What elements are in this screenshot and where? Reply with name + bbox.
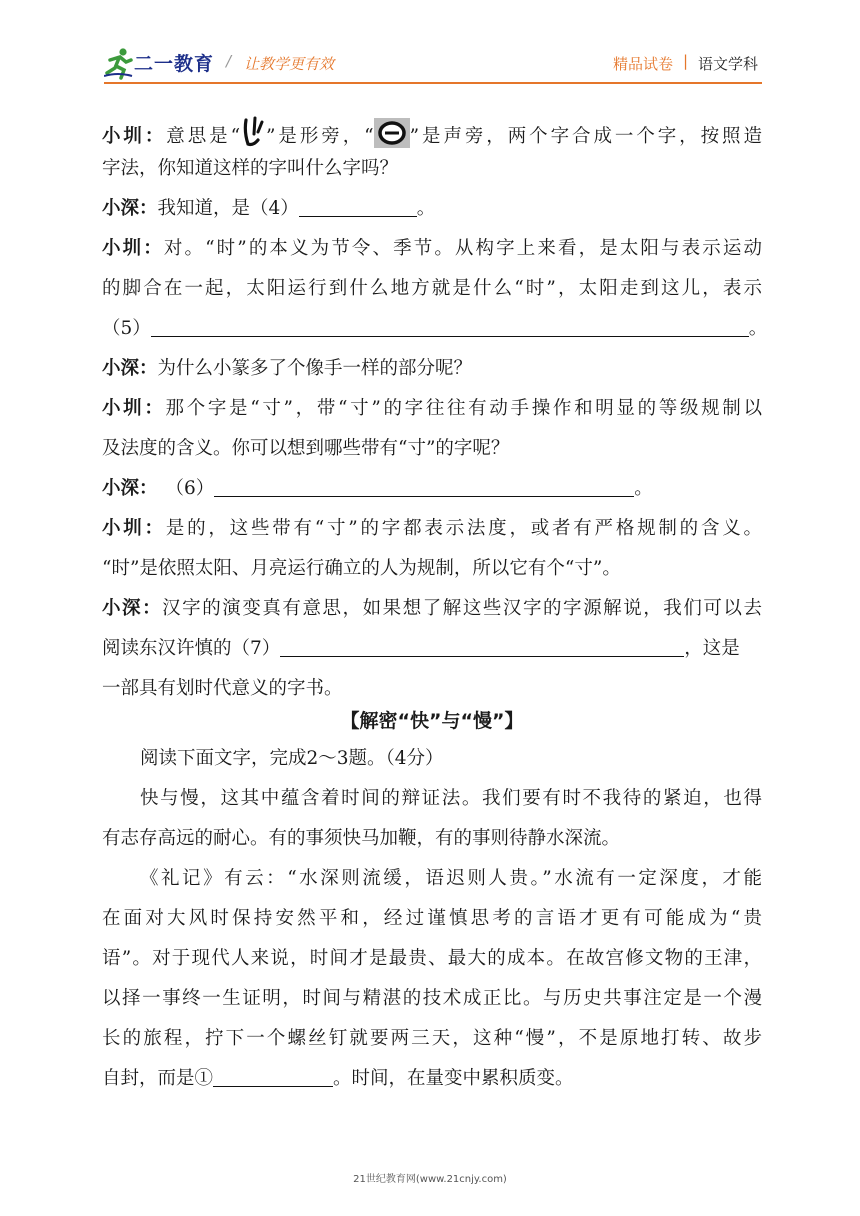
dialogue-line <box>102 516 762 542</box>
text-run: ”是形旁，“ <box>266 126 374 147</box>
speaker-label: 小深： <box>102 198 158 219</box>
paragraph-line: 快与慢，这其中蕴含着时间的辩证法。我们要有时不我待的紧迫，也得 <box>140 788 762 809</box>
dialogue-line <box>102 116 762 147</box>
text-run: 。 <box>416 198 436 219</box>
text-run: 。 <box>634 478 653 499</box>
text-run: 我知道，是（4） <box>157 198 299 219</box>
answer-blank-5[interactable] <box>151 316 749 337</box>
dialogue-line <box>102 356 762 382</box>
text-run: 那个字是“寸”，带“寸”的字往往有动手操作和明显的等级规制以 <box>165 398 762 419</box>
header-rule <box>104 82 762 84</box>
dialogue-line: 字法，你知道这样的字叫什么字吗？ <box>102 158 399 179</box>
paragraph-line: 以择一事终一生证明，时间与精湛的技术成正比。与历史共事注定是一个漫 <box>102 988 762 1009</box>
answer-blank-6[interactable] <box>214 476 634 497</box>
paragraph-line: 语”。对于现代人来说，时间才是最贵、最大的成本。在故宫修文物的王津， <box>102 948 762 969</box>
dialogue-line: 一部具有划时代意义的字书。 <box>102 678 343 699</box>
instruction: 阅读下面文字，完成2～3题。（4分） <box>140 748 444 769</box>
text-run: 意思是“ <box>166 126 241 147</box>
text-run: 汉字的演变真有意思，如果想了解这些汉字的字源解说，我们可以去 <box>162 598 762 619</box>
dialogue-line: 及法度的含义。你可以想到哪些带有“寸”的字呢？ <box>102 438 510 459</box>
ancient-foot-glyph-icon <box>240 116 266 156</box>
dialogue-line <box>102 316 768 342</box>
dialogue-line <box>102 636 762 662</box>
brand-name: 二一教育 <box>134 53 215 75</box>
speaker-label: 小圳： <box>102 126 167 147</box>
answer-blank-1[interactable] <box>213 1066 333 1087</box>
text-run: 是的，这些带有“寸”的字都表示法度，或者有严格规制的含义。 <box>165 518 762 539</box>
paragraph-line: 有志存高远的耐心。有的事须快马加鞭，有的事则待静水深流。 <box>102 828 621 849</box>
tag-divider: | <box>683 52 689 70</box>
page-header <box>0 0 860 100</box>
slogan-divider: / <box>226 52 232 70</box>
dialogue-line <box>102 396 762 422</box>
dialogue-line: 的脚合在一起，太阳运行到什么地方就是什么“时”，太阳走到这儿，表示 <box>102 278 762 299</box>
text-run: 对。“时”的本义为节令、季节。从构字上来看，是太阳与表示运动 <box>163 238 762 259</box>
speaker-label: 小圳： <box>102 238 164 259</box>
speaker-label: 小深： <box>102 358 158 379</box>
answer-blank-4[interactable] <box>299 196 417 217</box>
paragraph-line: 长的旅程，拧下一个螺丝钉就要两三天，这种“慢”，不是原地打转、故步 <box>102 1028 762 1049</box>
text-run: （5） <box>102 318 151 339</box>
tag-premium-paper: 精品试卷 <box>613 55 674 73</box>
ancient-sun-glyph-icon <box>374 118 410 156</box>
dialogue-line <box>102 196 762 222</box>
text-run: 。 <box>748 318 768 339</box>
paragraph-line: 《礼记》有云：“水深则流缓，语迟则人贵。”水流有一定深度，才能 <box>140 868 762 889</box>
text-run: ”是声旁，两个字合成一个字，按照造 <box>409 126 762 147</box>
section-title: 【解密“快”与“慢”】 <box>340 710 524 732</box>
text-run: 阅读东汉许慎的（7） <box>102 638 281 659</box>
speaker-label: 小深： <box>102 598 163 619</box>
tag-subject: 语文学科 <box>698 55 759 73</box>
dialogue-line <box>102 236 762 262</box>
dialogue-line <box>102 596 762 622</box>
paragraph-line: 在面对大风时保持安然平和，经过谨慎思考的言语才更有可能成为“贵 <box>102 908 762 929</box>
paragraph-line <box>102 1066 762 1092</box>
text-run: 为什么小篆多了个像手一样的部分呢？ <box>157 358 473 379</box>
dialogue-line <box>102 476 762 502</box>
text-run: ，这是 <box>684 638 740 659</box>
brand-logo <box>104 46 224 80</box>
page-footer: 21世纪教育网(www.21cnjy.com) <box>353 1174 507 1185</box>
text-run: 。时间，在量变中累积质变。 <box>333 1068 574 1089</box>
answer-blank-7[interactable] <box>280 636 684 657</box>
speaker-label: 小圳： <box>102 398 166 419</box>
dialogue-line: “时”是依照太阳、月亮运行确立的人为规制，所以它有个“寸”。 <box>102 558 621 579</box>
text-run: 自封，而是① <box>102 1068 214 1089</box>
speaker-label: 小圳： <box>102 518 166 539</box>
speaker-label: 小深： <box>102 478 158 499</box>
slogan: 让教学更有效 <box>244 55 335 73</box>
text-run: （6） <box>165 478 215 499</box>
runner-logo-icon <box>104 46 134 80</box>
